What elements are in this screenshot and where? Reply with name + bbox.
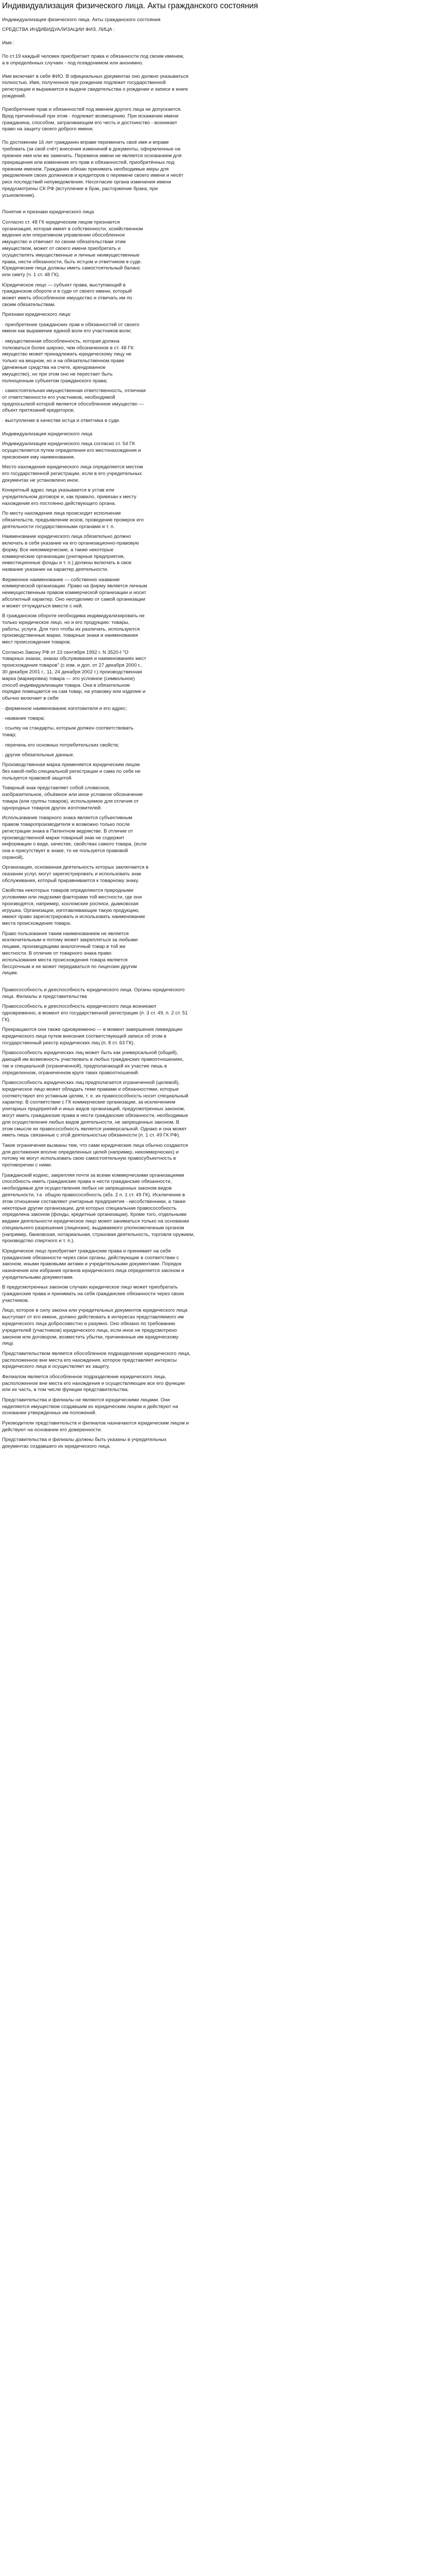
- paragraph: · название товара;: [2, 716, 45, 722]
- paragraph: · ссылку на стандарты, которым должен соответствовать товар;: [2, 725, 134, 738]
- paragraph: · самостоятельная имущественная ответственность, отличная от ответственности его участников, необходимой предпосылкой которой является обособленное имущество — объект притязаний кредиторов;: [2, 388, 146, 414]
- paragraph: Филиалом является обособленное подразделение юридического лица, расположенное вне места его нахождения и осуществляющее все его функции или их часть, в том числе функции представительства.: [2, 1374, 185, 1393]
- paragraph: СРЕДСТВА ИНДИВИДУАЛИЗАЦИИ ФИЗ. ЛИЦА :: [2, 26, 115, 32]
- paragraph: Признаки юридического лица:: [2, 312, 72, 318]
- paragraph: По достижении 16 лет гражданин вправе переменить своё имя и вправе требовать (за свой счёт) внесения изменений в документы, оформленные на прежнее имя или же заменить. Перемена имени не является основанием для прекращения или изменения его прав и обязанностей, приобретённых под прежним именем. Гражданин обязан принимать необходимые меры для уведомления своих должников и кредиторов о перемене своего имени и несёт риск последствий непуведомления. Несогласие органа изменения имени предусмотрены СК РФ (вступление в брак, расторжение брака, при усыновлении).: [2, 140, 184, 198]
- paragraph: Понятие и признаки юридического лица: [2, 209, 94, 215]
- paragraph: · перечень его основных потребительских свойств;: [2, 742, 119, 748]
- spacer: [2, 23, 434, 27]
- paragraph: Лицо, которое в силу закона или учредительных документов юридического лица выступает от его имени, должно действовать в интересах представляемого им юридического лица добросовестно и разумно. Оно обязано по требованию учредителей (участников) юридического лица, если иное не предусмотрено законом или договором, возместить убытки, причиненные им юридическому лицу.: [2, 1308, 188, 1347]
- spacer: [2, 70, 434, 74]
- paragraph: Правосособность и дееспособность юридического лица возникают одновременно, в момент его государственной регистрации (п. 3 ст. 49, п. 2 ст. 51 ГК).: [2, 1004, 188, 1023]
- paragraph: Представительством является обособленное подразделение юридического лица, расположенное вне места его нахождения, которое представляет интересы юридического лица и осуществляет их защиту.: [2, 1350, 190, 1370]
- paragraph: Организация, основанная деятельность которых заключается в оказании услуг, могут зарегистрировать и использовать знак обслуживания, который приравнивается к товарному знаку.: [2, 865, 149, 884]
- paragraph: Юридическое лицо — субъект права, выступающий в гражданском обороте и в суде от своего имени, который может иметь обособленное имущество и отвечать им по своим обязательствам.: [2, 282, 132, 308]
- paragraph: Юридическое лицо приобретает гражданские права и принимает на себя гражданские обязанности через свои органы, действующие в соответствии с законом, иными правовыми актами и учредительными документами. Порядок назначения или избрания органов юридического лица определяется законом и учредительными документами.: [2, 1248, 184, 1281]
- paragraph: · другие обязательные данные.: [2, 752, 75, 758]
- paragraph: Имя :: [2, 40, 15, 46]
- paragraph: По месту нахождения лица происходит исполнение обязательств, предъявление исков, проведение проверок его деятельности государственными органами и т. п.: [2, 511, 144, 530]
- paragraph: Право пользования таким наименованием не является исключительным и потому может закрепляться за любыми лицами, производящими аналогичный товар в той же местности. В отличие от товарного знака право использования места происхождения товара является бессрочным и не может передаваться по лицензии другим лицам.: [2, 930, 138, 976]
- paragraph: Гражданский кодекс, закрепляя почти за всеми коммерческими организациями способность иметь гражданские права и нести гражданские обязанности, необходимые для осуществления любых не запрещенных законом видов деятельности, т.е. общую правосособность (абз. 2 п. 1 ст. 49 ГК). Исключение в этом отношении составляют унитарные предприятия - несобственники, а также некоторые другие организации, для которых специальная правосособность определена законом (фонды, кредитные организации). Кроме того, отдельными видами деятельности юридическое лицо может заниматься только на основании специального разрешения (лицензии), выдаваемого уполномоченным органом (например, банковская, нотариальная, страховая деятельность, торговля оружием, производство спиртного и т. п.).: [2, 1172, 195, 1244]
- paragraph: Индивидуализация юридического лица согласно ст. 54 ГК осуществляется путем определения его местонахождения и присвоения ему наименования.: [2, 441, 141, 460]
- paragraph: Производственная марка применяется юридическим лицом без какой-либо специальной регистрации и сама по себе не пользуется правовой защитой.: [2, 762, 141, 781]
- paragraph: Индивидуализация юридического лица: [2, 431, 93, 437]
- paragraph: Свойства некоторых товаров определяются природными условиями или людскими факторами той местности, где они производятся, например, хохломские росписи, дымковская игрушка. Организации, изготавливающие такую продукцию, имеют право зарегистрировать и использовать наименование места происхождения товара.: [2, 888, 145, 927]
- paragraph: Имя включает в себя ФИО. В официальных документах оно должно указываться полностью. Имя, полученное при рождении подлежит государственной регистрации и выражается в выдаче свидетельства о рождении и записи в книге рождений.: [2, 73, 188, 99]
- page-subtitle: Индивидуализация физического лица. Акты гражданского состояния: [2, 16, 161, 23]
- paragraph: В предусмотренных законом случаях юридическое лицо может приобретать гражданские права и принимать на себя гражданские обязанности через своих участников.: [2, 1284, 184, 1304]
- spacer: [2, 202, 434, 206]
- spacer: [2, 37, 434, 40]
- document: [0, 2, 436, 1450]
- paragraph: Конкретный адрес лица указывается в устав или учредительном договоре и, как правило, привязан к месту нахождения его постоянно действующего органа.: [2, 487, 136, 506]
- paragraph: Руководители представительств и филиалов назначаются юридическим лицом и действуют на основании его доверенности.: [2, 1420, 189, 1433]
- paragraph: · приобретение гражданских прав и обязанностей от своего имени как выражение единой воли его участников воли;: [2, 321, 139, 334]
- paragraph: Приобретение прав и обязанностей под именем другого лица не допускается. Вред причинённый при этом - подлежит возмещению. При искажении имени гражданина, способом, затрагивающем его честь и достоинство - возникает право на защиту своего доброго имени.: [2, 107, 182, 132]
- spacer: [2, 50, 434, 54]
- spacer: [2, 137, 434, 140]
- paragraph: · выступление в качестве истца и ответчика в суде.: [2, 417, 120, 423]
- paragraph: Фирменное наименование — собственно название коммерческой организации. Право на фирму является личным неимущественным правом коммерческой организации и носит абсолютный характер. Оно неотделимо от самой организации и может отчуждаться вместе с ней.: [2, 577, 147, 609]
- paragraph: Представительства и филиалы не являются юридическими лицами. Они наделяются имуществом создавшим их юридическим лицом и действуют на основании утвержденных им положений.: [2, 1397, 178, 1416]
- paragraph: · имущественная обособленность, которая должна толковаться более широко, чем обозначенное в ст. 48 ГК: имущество может принадлежать юридическому лицу не только на вещном, но и на обязательственном праве (денежные средства на счете, арендованное имущество), но при этом оно не перестает быть полноценным субъектом гражданского права;: [2, 338, 135, 384]
- paragraph: Использование товарного знака является субъективным правом товаропроизводителя и возможно только после регистрации знака в Патентном ведомстве. В отличие от производственной марки товарный знак не содержит информации о виде, качестве, свойствах самого товара, (если она и присутствует в знаке, то не пользуется правовой охраной).: [2, 815, 147, 860]
- paragraph: Согласно ст. 48 ГК юридическим лицом признается организация, которая имеет в собственности, хозяйственном ведении или оперативном управлении обособленное имущество и отвечает по своим обязательствам этим имуществом, может от своего имени приобретать и осуществлять имущественные и личные неимущественные права, нести обязанности, быть истцом и ответчиком в суде. Юридические лица должны иметь самостоятельный баланс или смету (ч. 1 ст. 48 ГК).: [2, 219, 143, 278]
- spacer: [2, 103, 434, 107]
- paragraph: Правосособность юридических лиц может быть как универсальной (общей), дающей им возможность участвовать в любых гражданских правоотношениях, так и специальной (ограниченной), предполагающей их участие лишь в определенном, ограниченном круге таких правоотношений.: [2, 1050, 184, 1076]
- spacer: [2, 428, 434, 431]
- document-body: [2, 23, 434, 1450]
- paragraph: Представительства и филиалы должны быть указаны в учредительных документах создавшего их юридического лица.: [2, 1436, 167, 1449]
- paragraph: В гражданском обороте необходима индивидуализировать не только юридическое лицо, но и его продукцию: товары, работы, услуги. Для того чтобы их различать, используются производственные марки, товарные знаки и наименования мест происхождения товаров.: [2, 613, 145, 646]
- paragraph: · фирменное наименование изготовителя и его адрес;: [2, 705, 127, 711]
- paragraph: По ст.19 каждый человек приобретает права и обязанности под своим именем, а в определённых случаях - под псевдонимом или анонимно.: [2, 53, 184, 66]
- page-title: Индивидуализация физического лица. Акты гражданского состояния: [2, 2, 258, 10]
- paragraph: Правосособность и дееспособность юридического лица. Органы юридического лица. Филиалы и представительства: [2, 987, 185, 999]
- paragraph: Такие ограничения вызваны тем, что сами юридические лица обычно создаются для достижения вполне определенных целей (например, некоммерческих) и потому не могут использовать свою самостоятельную правосубъектность в противоречии с ними.: [2, 1142, 188, 1168]
- paragraph: Место нахождения юридического лица определяется местом его государственной регистрации, если в его учредительных документах не установлено иное.: [2, 464, 143, 483]
- spacer: [2, 980, 434, 984]
- paragraph: Прекращаются они также одновременно — в момент завершения ликвидации юридического лица путем внесения соответствующей записи об этом в государственный реестр юридических лиц (п. 8 ст. 63 ГК).: [2, 1027, 183, 1046]
- spacer: [2, 984, 434, 987]
- paragraph: Наименование юридического лица обязательно должно включать в себя указание на его организационно-правовую форму. Все некоммерческие, а также некоторые коммерческие организации (унитарные предприятия, инвестиционные фонды и т. п.) должны включать в свое название указание на характер деятельности.: [2, 534, 139, 573]
- paragraph: Согласно Закону РФ от 23 сентября 1992 г. N 3520-I "О товарных знаках, знаках обслуживания и наименованиях мест происхождения товаров" (с изм. и доп. от 27 декабря 2000 г., 30 декабря 2001 г., 11, 24 декабря 2002 г.) производственная марка (маркировка) товара — это условное (символьное) способ индивидуализации товара. Она в обязательном порядке помещается на сам товар, на упаковку или изделие и обычно включает в себя:: [2, 649, 147, 702]
- spacer: [2, 206, 434, 210]
- paragraph: Товарный знак представляет собой словесное, изобразительное, объёмное или иное условное обозначение товара (или группы товаров), используемое для отличия от однородных товаров других изготовителей.: [2, 785, 143, 811]
- paragraph: Правосособность юридических лиц предполагается ограниченной (целевой), юридическое лицо может обладать теми правами и обязанностями, которые соответствуют его уставным целям, т. е. их правосособность носит специальный характер. В соответствии с ГК коммерческие организации, за исключением унитарных предприятий и иных видов организаций, предусмотренных законом, могут иметь гражданские права и нести гражданские обязанности, необходимые для осуществления любых видов деятельности, не запрещенных законом. В этом смысле их правосособность является универсальной. Однако и она может иметь лишь связанные с этой деятельностью обязанности (п. 1 ст. 49 ГК РФ).: [2, 1079, 188, 1139]
